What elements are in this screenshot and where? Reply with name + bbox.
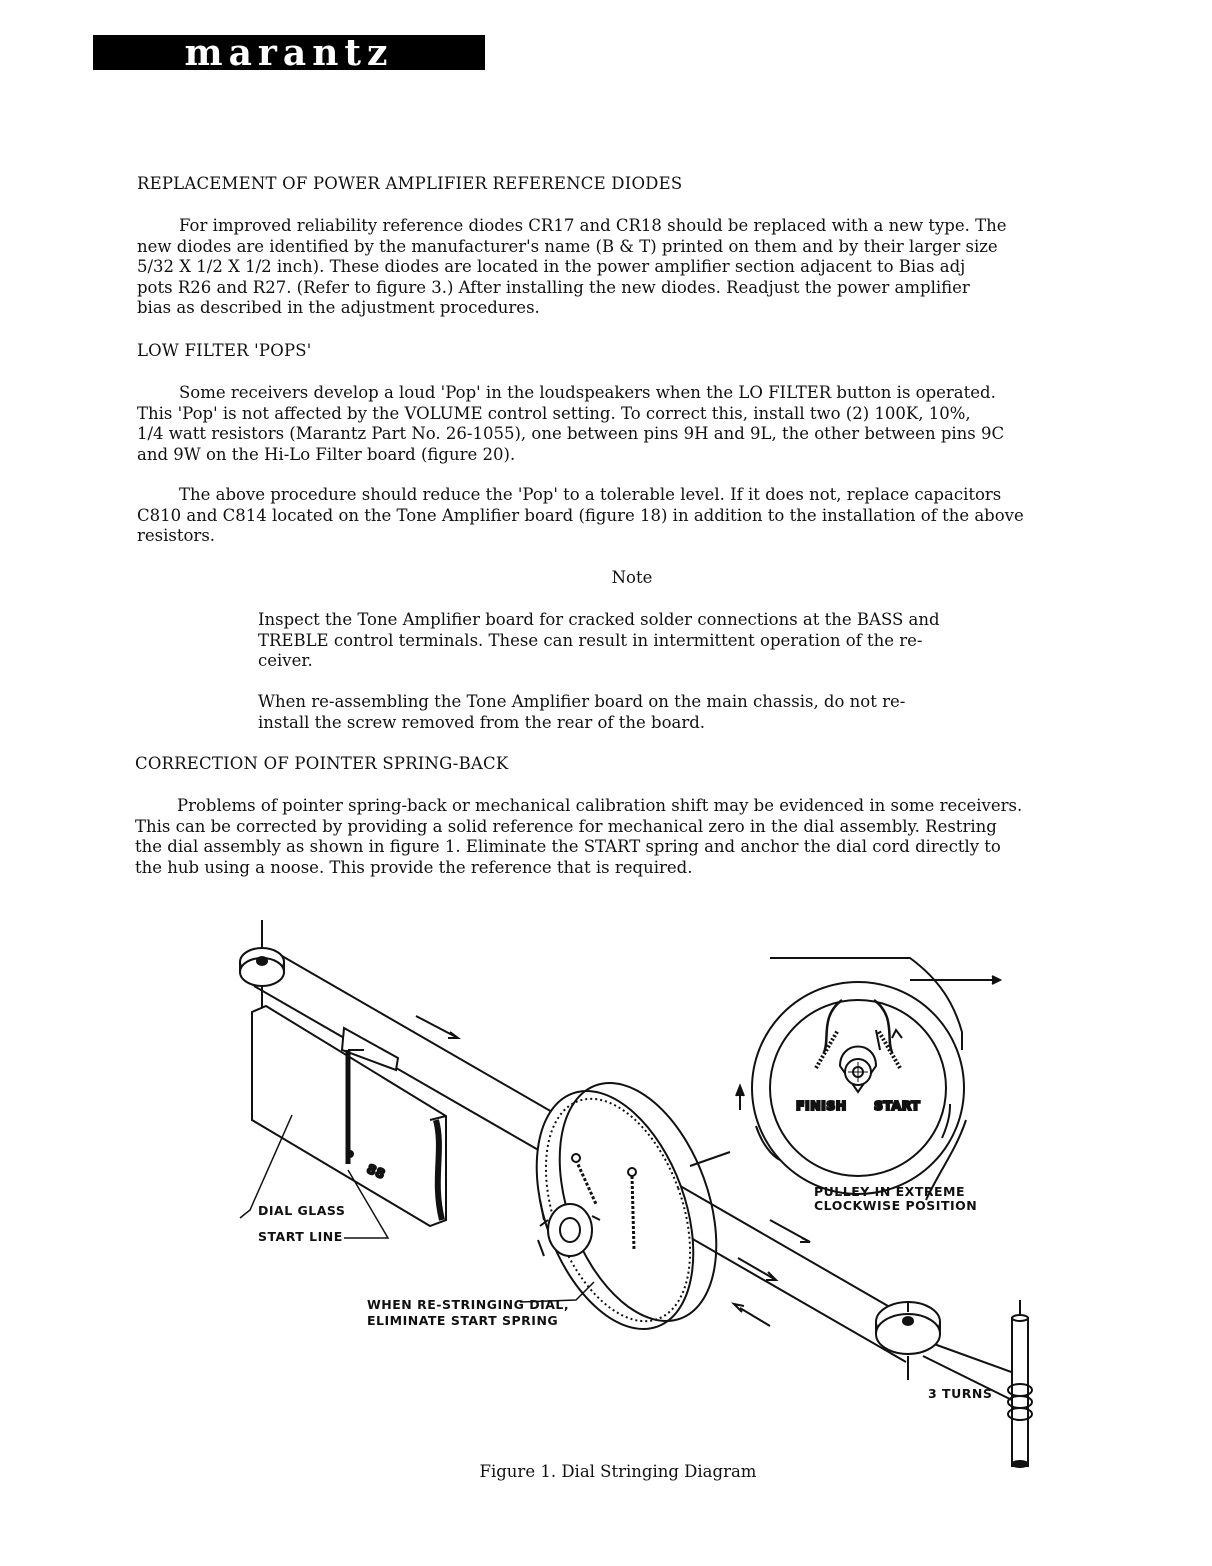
text-line: 1/4 watt resistors (Marantz Part No. 26-1055), one between pins 9H and 9L, the other between pins 9C [137,424,1005,443]
label-dial-glass: DIAL GLASS [258,1203,346,1218]
label-pulley-1: PULLEY IN EXTREME [814,1184,965,1199]
label-turns: 3 TURNS [928,1386,993,1401]
text-line: 5/32 X 1/2 X 1/2 inch). These diodes are located in the power amplifier section adjacent to Bias adj [137,257,966,276]
label-restring-1: WHEN RE-STRINGING DIAL, [367,1297,570,1312]
figure-caption: Figure 1. Dial Stringing Diagram [479,1462,757,1481]
bottom-pulley [876,1302,940,1380]
section-heading-spring-back: CORRECTION OF POINTER SPRING-BACK [135,754,509,773]
section-heading-low-filter: LOW FILTER 'POPS' [137,341,312,360]
label-pulley-2: CLOCKWISE POSITION [814,1198,978,1213]
note-title: Note [611,568,653,587]
text-line: the hub using a noose. This provide the reference that is required. [135,857,693,877]
label-start: START [874,1098,921,1113]
text-line: Some receivers develop a loud 'Pop' in the loudspeakers when the LO FILTER button is operated. [179,383,996,402]
paragraph-diodes [137,216,1097,319]
paragraph-low-filter-1 [137,383,1097,465]
note-paragraph-1 [258,610,1018,672]
dial-glass [252,1006,446,1226]
text-line: This can be corrected by providing a solid reference for mechanical zero in the dial assembly. Restring [135,816,997,836]
text-line: pots R26 and R27. (Refer to figure 3.) After installing the new diodes. Readjust the power amplifier [137,277,970,297]
drive-shaft [1008,1300,1032,1467]
text-line: Inspect the Tone Amplifier board for cracked solder connections at the BASS and [258,610,940,629]
text-line: The above procedure should reduce the 'Pop' to a tolerable level. If it does not, replace capacitors [179,485,1002,504]
text-line: and 9W on the Hi-Lo Filter board (figure 20). [137,444,516,464]
label-finish: FINISH [796,1098,847,1113]
text-line: For improved reliability reference diodes CR17 and CR18 should be replaced with a new type. The [179,216,1007,235]
text-line: Problems of pointer spring-back or mechanical calibration shift may be evidenced in some receivers. [177,796,1023,815]
text-line: ceiver. [258,651,313,670]
dial-mark-88: 88 [364,1160,388,1182]
text-line: install the screw removed from the rear of the board. [258,712,706,732]
label-start-line: START LINE [258,1229,343,1244]
text-line: This 'Pop' is not affected by the VOLUME control setting. To correct this, install two (2) 100K, 10%, [137,403,971,423]
label-restring-2: ELIMINATE START SPRING [367,1313,559,1328]
marantz-logo [93,35,485,70]
note-paragraph-2 [258,692,1018,733]
text-line: the dial assembly as shown in figure 1. Eliminate the START spring and anchor the dial cord directly to [135,837,1001,856]
text-line: resistors. [137,526,216,545]
logo-text: marantz [184,35,394,70]
paragraph-spring-back [135,796,1100,878]
dial-stringing-diagram [220,920,1100,1480]
text-line: TREBLE control terminals. These can result in intermittent operation of the re- [258,630,923,650]
paragraph-low-filter-2 [137,485,1097,547]
text-line: bias as described in the adjustment procedures. [137,298,540,317]
text-line: new diodes are identified by the manufacturer's name (B & T) printed on them and by their larger size [137,236,998,256]
pulley-inset [736,958,1000,1200]
text-line: When re-assembling the Tone Amplifier board on the main chassis, do not re- [258,692,906,711]
top-pulley [240,920,284,1010]
section-heading-diodes: REPLACEMENT OF POWER AMPLIFIER REFERENCE DIODES [137,174,683,193]
text-line: C810 and C814 located on the Tone Amplifier board (figure 18) in addition to the installation of the above [137,505,1024,525]
